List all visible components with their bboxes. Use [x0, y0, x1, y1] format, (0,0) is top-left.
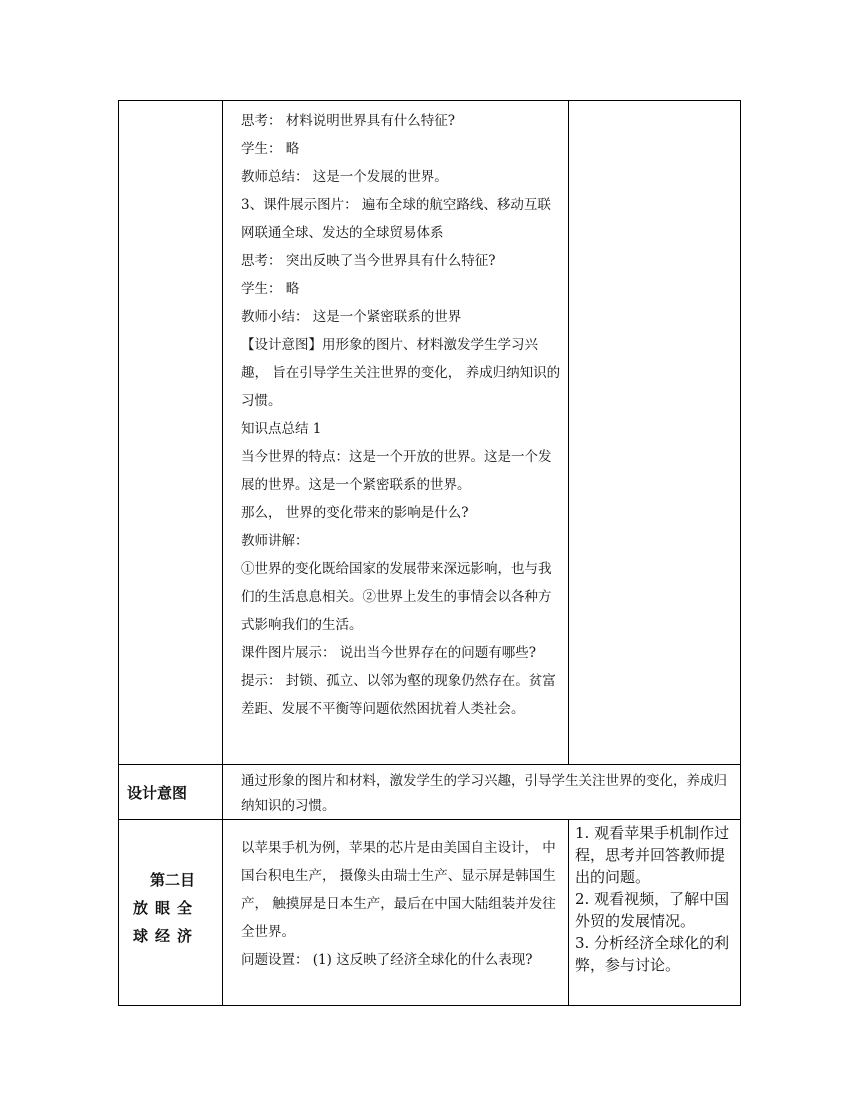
- text-line: 提示： 封锁、孤立、以邻为壑的现象仍然存在。贫富差距、发展不平衡等问题依然困扰着人类社会。: [241, 673, 556, 717]
- activity-item: 2. 观看视频，了解中国外贸的发展情况。: [575, 890, 730, 930]
- summary-heading: 知识点总结 1: [241, 421, 322, 437]
- section-label: 第二目: [149, 871, 195, 889]
- text-line: 当今世界的特点：这是一个开放的世界。这是一个发展的世界。这是一个紧密联系的世界。: [241, 449, 552, 493]
- section-title: 放眼全球经济: [133, 899, 200, 945]
- row-label: 设计意图: [127, 783, 188, 802]
- text-line: 课件图片展示： 说出当今世界存在的问题有哪些?: [241, 645, 537, 661]
- text-line: 学生： 略: [241, 281, 300, 297]
- table-row: [118, 820, 741, 1006]
- text-line: 以苹果手机为例，苹果的芯片是由美国自主设计， 中国台积电生产， 摄像头由瑞士生产、显示屏是韩国生产， 触摸屏是日本生产，最后在中国大陆组装并发往全世界。: [241, 840, 556, 940]
- table-row: [118, 100, 741, 765]
- activity-cell: [568, 820, 740, 1005]
- text-line: 思考： 突出反映了当今世界具有什么特征?: [241, 253, 496, 269]
- text-line: 3、课件展示图片： 遍布全球的航空路线、移动互联网联通全球、发达的全球贸易体系: [241, 197, 551, 241]
- content-cell: [223, 101, 567, 727]
- content-cell: [223, 765, 740, 823]
- text-line: ①世界的变化既给国家的发展带来深远影响，也与我们的生活息息相关。②世界上发生的事情会以各种方式影响我们的生活。: [241, 561, 552, 633]
- row-label-cell: [119, 820, 223, 1005]
- text-line: 教师总结： 这是一个发展的世界。: [241, 169, 448, 185]
- activity-cell: [568, 101, 740, 764]
- design-intent-text: 【设计意图】用形象的图片、材料激发学生学习兴趣， 旨在引导学生关注世界的变化， 养成归纳知识的习惯。: [241, 337, 561, 409]
- text-line: 学生： 略: [241, 141, 300, 157]
- text-line: 教师讲解：: [241, 533, 309, 549]
- design-intent-text: 通过形象的图片和材料，激发学生的学习兴趣，引导学生关注世界的变化，养成归纳知识的习惯。: [241, 773, 727, 814]
- text-line: 那么， 世界的变化带来的影响是什么?: [241, 505, 469, 521]
- lesson-table: [118, 100, 741, 1006]
- text-line: 思考： 材料说明世界具有什么特征?: [241, 113, 456, 129]
- row-label-cell: [119, 101, 223, 764]
- table-row: [118, 765, 741, 820]
- text-line: 教师小结： 这是一个紧密联系的世界: [241, 309, 462, 325]
- content-cell: [223, 820, 567, 978]
- row-label-cell: [119, 765, 223, 819]
- activity-item: 3. 分析经济全球化的利弊，参与讨论。: [575, 934, 730, 974]
- question-line: 问题设置： (1) 这反映了经济全球化的什么表现?: [241, 952, 533, 968]
- activity-item: 1. 观看苹果手机制作过程，思考并回答教师提出的问题。: [575, 824, 730, 886]
